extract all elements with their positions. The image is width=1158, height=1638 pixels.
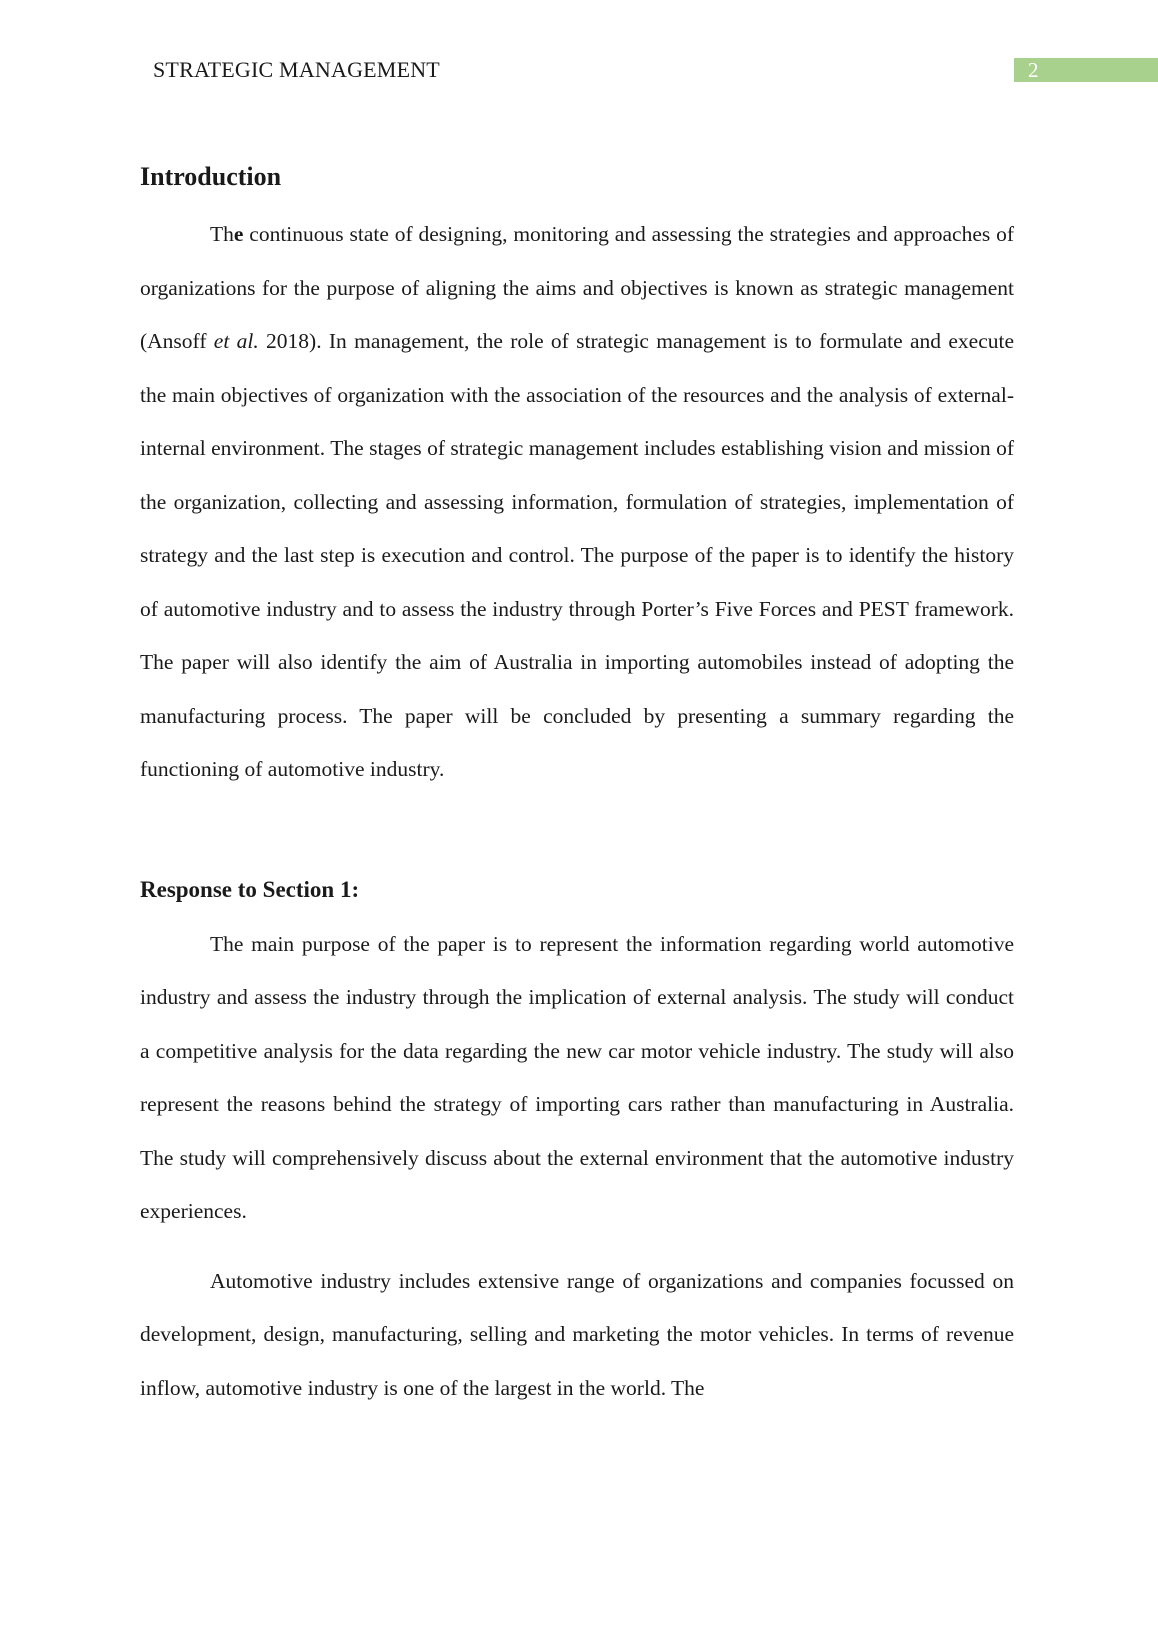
running-header-title: STRATEGIC MANAGEMENT bbox=[153, 57, 440, 82]
intro-text-before-citation: continuous state of designing, monitoring and assessing the strategies and approaches of organizations for the purpose of aligning the aims and objectives is known as strategic management (Ansoff bbox=[140, 222, 1014, 353]
introduction-paragraph bbox=[140, 208, 1014, 797]
page-number-bar bbox=[1014, 58, 1158, 82]
intro-lead-plain: Th bbox=[210, 222, 234, 246]
section-1-heading: Response to Section 1: bbox=[140, 876, 360, 902]
introduction-heading: Introduction bbox=[140, 162, 282, 191]
intro-text-after-citation: 2018). In management, the role of strategic management is to formulate and execute the main objectives of organization with the association of the resources and the analysis of external-internal environment. The stages of strategic management includes establishing vision and mission of the organization, collecting and assessing information, formulation of strategies, implementation of strategy and the last step is execution and control. The purpose of the paper is to identify the history of automotive industry and to assess the industry through Porter’s Five Forces and PEST framework. The paper will also identify the aim of Australia in importing automobiles instead of adopting the manufacturing process. The paper will be concluded by presenting a summary regarding the functioning of automotive industry. bbox=[140, 329, 1014, 781]
section-1-paragraph-2: Automotive industry includes extensive range of organizations and companies focussed on development, design, manufacturing, selling and marketing the motor vehicles. In terms of revenue inflow, automotive industry is one of the largest in the world. The bbox=[140, 1268, 1014, 1400]
intro-citation-italic: et al. bbox=[213, 329, 259, 353]
page-number: 2 bbox=[1028, 58, 1039, 82]
intro-lead-bold: e bbox=[233, 222, 244, 246]
section-1-paragraph-1: The main purpose of the paper is to represent the information regarding world automotive industry and assess the industry through the implication of external analysis. The study will conduct a competitive analysis for the data regarding the new car motor vehicle industry. The study will also represent the reasons behind the strategy of importing cars rather than manufacturing in Australia. The study will comprehensively discuss about the external environment that the automotive industry experiences. bbox=[140, 931, 1014, 1223]
document-body bbox=[140, 160, 1014, 1415]
